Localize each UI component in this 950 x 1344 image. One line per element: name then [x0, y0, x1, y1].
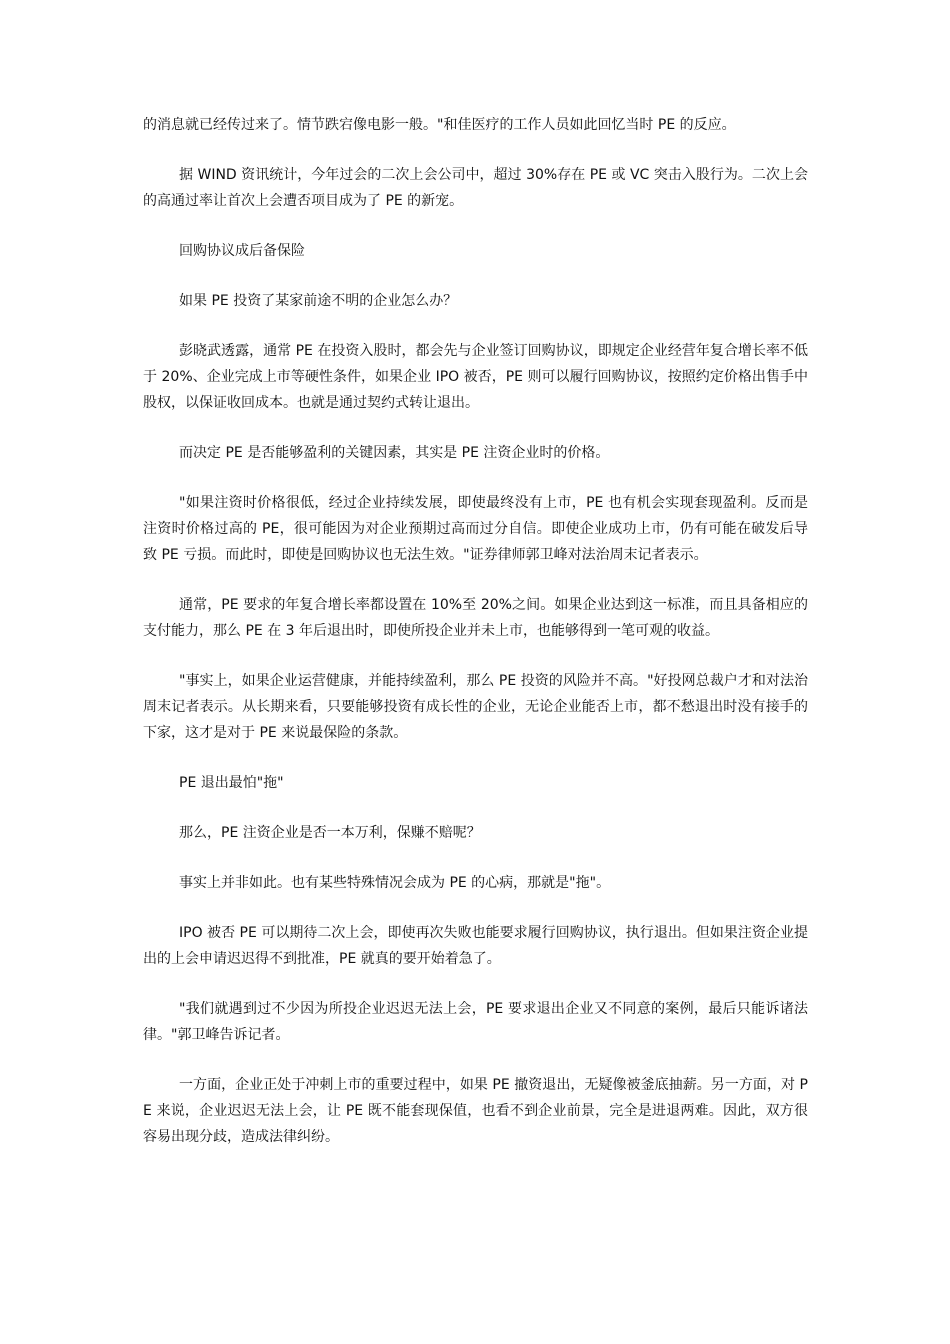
paragraph: 的消息就已经传过来了。情节跌宕像电影一般。"和佳医疗的工作人员如此回忆当时 PE 的反应。 [143, 117, 736, 133]
paragraph: "如果注资时价格很低，经过企业持续发展，即使最终没有上市，PE 也有机会实现套现盈利。反而是注资时价格过高的 PE，很可能因为对企业预期过高而过分自信。即使企业成功上市，仍有可能在破发后导致 PE 亏损。而此时，即使是回购协议也无法生效。"证券律师郭卫峰对法治周末记者表示。 [143, 495, 808, 563]
section-heading: 回购协议成后备保险 [179, 243, 305, 259]
paragraph: 事实上并非如此。也有某些特殊情况会成为 PE 的心病，那就是"拖"。 [179, 875, 611, 891]
paragraph: 一方面，企业正处于冲刺上市的重要过程中，如果 PE 撤资退出，无疑像被釜底抽薪。另一方面，对 PE 来说，企业迟迟无法上会，让 PE 既不能套现保值，也看不到企业前景，完全是进退两难。因此，双方很容易出现分歧，造成法律纠纷。 [143, 1077, 808, 1145]
document-body [143, 112, 808, 1174]
paragraph: 通常，PE 要求的年复合增长率都设置在 10%至 20%之间。如果企业达到这一标准，而且具备相应的支付能力，那么 PE 在 3 年后退出时，即使所投企业并未上市，也能够得到一笔可观的收益。 [143, 597, 808, 639]
paragraph: 彭晓武透露，通常 PE 在投资入股时，都会先与企业签订回购协议，即规定企业经营年复合增长率不低于 20%、企业完成上市等硬性条件，如果企业 IPO 被否，PE 则可以履行回购协议，按照约定价格出售手中股权，以保证收回成本。也就是通过契约式转让退出。 [143, 343, 808, 411]
paragraph: 那么，PE 注资企业是否一本万利，保赚不赔呢？ [179, 825, 481, 841]
paragraph: 而决定 PE 是否能够盈利的关键因素，其实是 PE 注资企业时的价格。 [179, 445, 610, 461]
paragraph: "事实上，如果企业运营健康，并能持续盈利，那么 PE 投资的风险并不高。"好投网总裁户才和对法治周末记者表示。从长期来看，只要能够投资有成长性的企业，无论企业能否上市，都不愁退出时没有接手的下家，这才是对于 PE 来说最保险的条款。 [143, 673, 808, 741]
paragraph: IPO 被否 PE 可以期待二次上会，即使再次失败也能要求履行回购协议，执行退出。但如果注资企业提出的上会申请迟迟得不到批准，PE 就真的要开始着急了。 [143, 925, 808, 967]
section-heading: PE 退出最怕"拖" [179, 775, 284, 791]
paragraph: "我们就遇到过不少因为所投企业迟迟无法上会，PE 要求退出企业又不同意的案例，最后只能诉诸法律。"郭卫峰告诉记者。 [143, 1001, 808, 1043]
paragraph: 如果 PE 投资了某家前途不明的企业怎么办？ [179, 293, 458, 309]
paragraph: 据 WIND 资讯统计，今年过会的二次上会公司中，超过 30%存在 PE 或 VC 突击入股行为。二次上会的高通过率让首次上会遭否项目成为了 PE 的新宠。 [143, 167, 808, 209]
